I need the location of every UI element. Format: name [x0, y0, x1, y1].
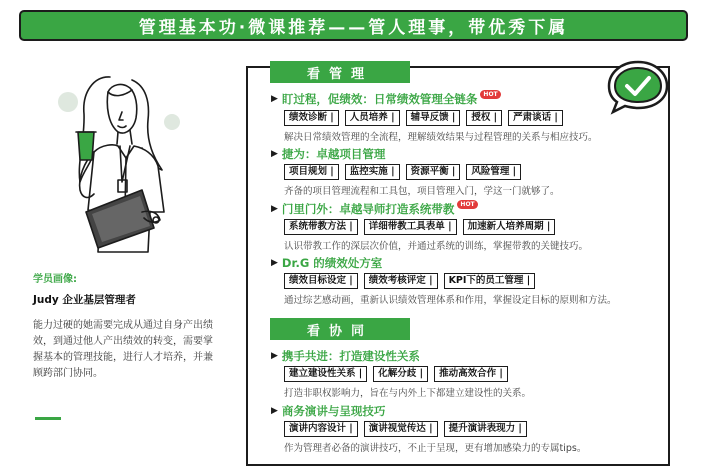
- course-tag[interactable]: 推动高效合作 |: [434, 366, 508, 382]
- section-title-collaboration: 看协同: [306, 323, 373, 339]
- course-tag[interactable]: 建立建设性关系 |: [284, 366, 367, 382]
- tag-row: [284, 219, 555, 235]
- triangle-bullet-icon: ▶: [271, 258, 278, 268]
- course-title[interactable]: [271, 348, 420, 364]
- course-tag[interactable]: 授权 |: [466, 110, 502, 126]
- banner-title: 管理基本功·微课推荐——管人理事，带优秀下属: [138, 18, 569, 38]
- triangle-bullet-icon: ▶: [271, 351, 278, 361]
- check-bubble-icon: [603, 56, 673, 116]
- course-tag[interactable]: 严肃谈话 |: [508, 110, 563, 126]
- course-tag[interactable]: 辅导反馈 |: [406, 110, 461, 126]
- course-tag[interactable]: 演讲内容设计 |: [284, 421, 358, 437]
- course-title-text: 携手共进：打造建设性关系: [281, 349, 420, 363]
- course-title[interactable]: [271, 146, 385, 162]
- section-title-management: 看管理: [306, 66, 373, 82]
- course-description: 通过综艺感动画，重新认识绩效管理体系和作用，掌握设定目标的原则和方法。: [284, 295, 617, 306]
- course-title-text: 门里门外：卓越导师打造系统带教: [281, 202, 455, 216]
- course-tag[interactable]: 绩效目标设定 |: [284, 273, 358, 289]
- course-tag[interactable]: KPI下的员工管理 |: [444, 273, 536, 289]
- section-header-collaboration: [270, 318, 410, 340]
- course-tag[interactable]: 系统带教方法 |: [284, 219, 358, 235]
- course-title-text: 商务演讲与呈现技巧: [281, 404, 386, 418]
- course-title[interactable]: [271, 91, 501, 107]
- course-tag[interactable]: 演讲视觉传达 |: [364, 421, 438, 437]
- triangle-bullet-icon: ▶: [271, 94, 278, 104]
- course-tag[interactable]: 项目规划 |: [284, 164, 339, 180]
- course-title[interactable]: [271, 201, 478, 217]
- accent-divider: [35, 417, 61, 420]
- tag-row: [284, 164, 521, 180]
- hot-badge: HOT: [457, 200, 477, 209]
- course-description: 作为管理者必备的演讲技巧，不止于呈现，更有增加感染力的专属tips。: [284, 443, 587, 454]
- persona-name: Judy 企业基层管理者: [33, 294, 136, 306]
- persona-label: 学员画像:: [33, 274, 77, 285]
- triangle-bullet-icon: ▶: [271, 406, 278, 416]
- course-description: 认识带教工作的深层次价值，并通过系统的训练，掌握带教的关键技巧。: [284, 241, 589, 252]
- course-title-text: Dr.G 的绩效处方室: [281, 256, 383, 270]
- triangle-bullet-icon: ▶: [271, 204, 278, 214]
- course-title[interactable]: [271, 403, 385, 419]
- tag-row: [284, 110, 563, 126]
- tag-row: [284, 366, 508, 382]
- course-title[interactable]: [271, 255, 382, 271]
- triangle-bullet-icon: ▶: [271, 149, 278, 159]
- section-header-management: [270, 61, 410, 83]
- course-tag[interactable]: 风险管理 |: [466, 164, 521, 180]
- hot-badge: HOT: [480, 90, 500, 99]
- course-tag[interactable]: 提升演讲表现力 |: [444, 421, 527, 437]
- course-tag[interactable]: 人员培养 |: [345, 110, 400, 126]
- course-tag[interactable]: 化解分歧 |: [373, 366, 428, 382]
- course-description: 打造非职权影响力，旨在与内外上下都建立建设性的关系。: [284, 388, 532, 399]
- persona-illustration: [22, 62, 222, 262]
- title-banner: [19, 10, 688, 41]
- course-description: 齐备的项目管理流程和工具包，项目管理入门，学这一门就够了。: [284, 186, 560, 197]
- tag-row: [284, 273, 535, 289]
- course-tag[interactable]: 详细带教工具表单 |: [364, 219, 457, 235]
- course-tag[interactable]: 资源平衡 |: [406, 164, 461, 180]
- course-tag[interactable]: 绩效诊断 |: [284, 110, 339, 126]
- course-title-text: 盯过程，促绩效：日常绩效管理全链条: [281, 92, 478, 106]
- course-tag[interactable]: 绩效考核评定 |: [364, 273, 438, 289]
- course-title-text: 捷为：卓越项目管理: [281, 147, 386, 161]
- persona-description: 能力过硬的她需要完成从通过自身产出绩效，到通过他人产出绩效的转变，需要掌握基本的管理技能，进行人才培养，并兼顾跨部门协同。: [33, 320, 213, 379]
- tag-row: [284, 421, 527, 437]
- course-tag[interactable]: 加速新人培养周期 |: [463, 219, 556, 235]
- course-description: 解决日常绩效管理的全流程，理解绩效结果与过程管理的关系与相应技巧。: [284, 132, 598, 143]
- course-tag[interactable]: 监控实施 |: [345, 164, 400, 180]
